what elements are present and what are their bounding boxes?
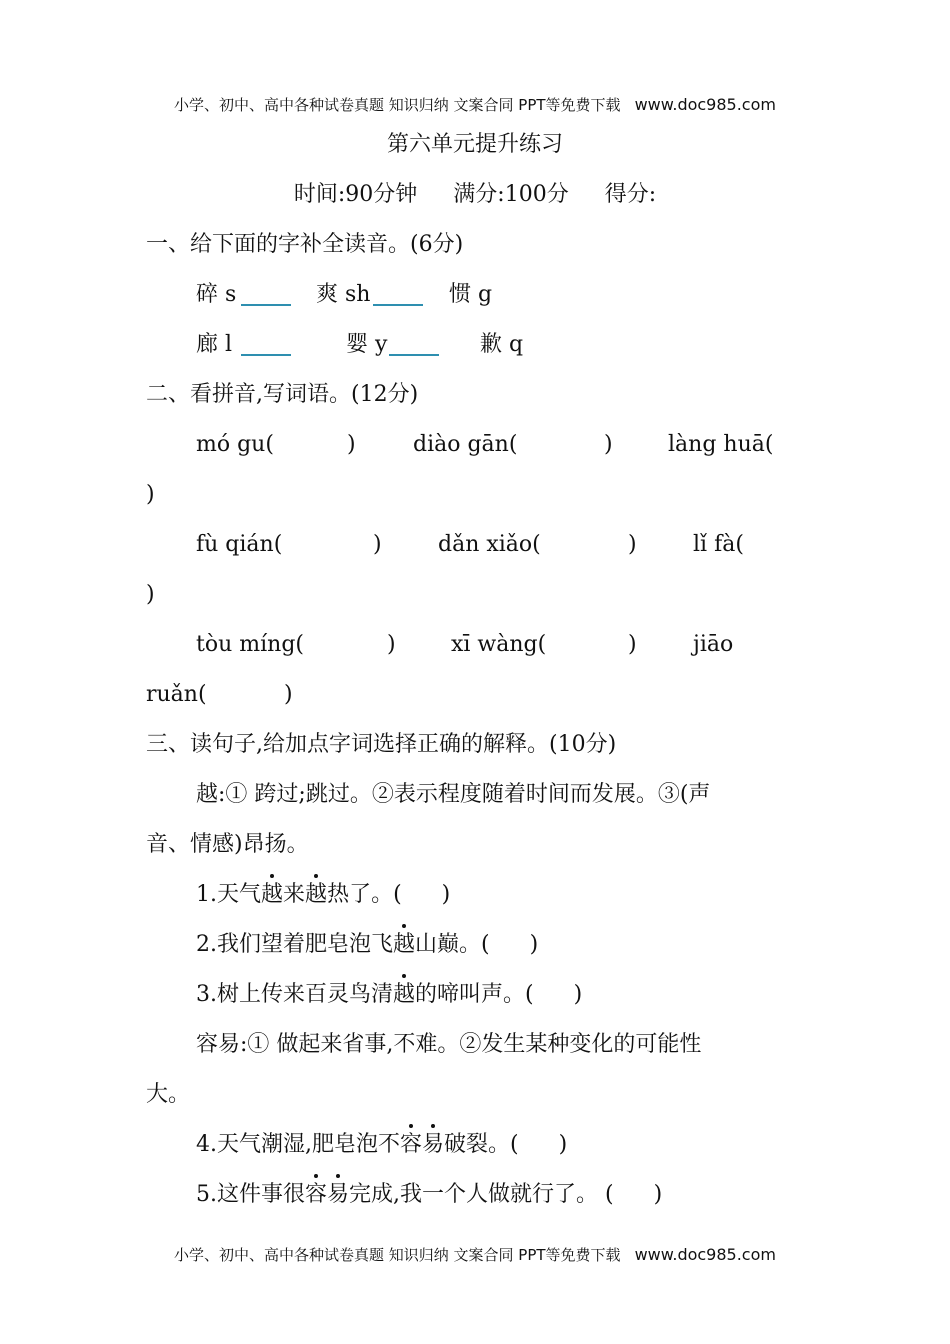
q1-item: 爽 sh xyxy=(316,282,371,307)
q2-heading: 二、看拼音,写词语。(12分) xyxy=(146,382,419,407)
dotted-char: 易 xyxy=(327,1180,349,1210)
sentence-1: 1.天气越来越热了。( ) xyxy=(196,880,950,910)
q1-item: 歉 q xyxy=(480,332,524,357)
q1-heading: 一、给下面的字补全读音。(6分) xyxy=(146,232,464,257)
close-paren: ) xyxy=(373,532,382,557)
dotted-char: 越 xyxy=(305,880,327,910)
sentence-4: 4.天气潮湿,肥皂泡不容易破裂。( ) xyxy=(196,1130,950,1160)
definition-yue-cont: 音、情感)昂扬。 xyxy=(146,832,309,857)
sentence-3: 3.树上传来百灵鸟清越的啼叫声。( ) xyxy=(196,980,950,1010)
dotted-char: 越 xyxy=(393,980,415,1010)
footer-text: 小学、初中、高中各种试卷真题 知识归纳 文案合同 PPT等免费下载 xyxy=(174,1246,621,1264)
q1-item: 碎 s xyxy=(196,282,237,307)
definition-rongyi: 容易:① 做起来省事,不难。②发生某种变化的可能性 xyxy=(196,1032,702,1057)
pinyin-item: lǐ fà( xyxy=(693,532,744,557)
pinyin-item: fù qián( xyxy=(196,532,283,557)
close-paren: ) xyxy=(284,682,293,707)
q1-item: 惯 g xyxy=(449,282,493,307)
page-header xyxy=(0,94,950,115)
dotted-char: 容 xyxy=(400,1130,422,1160)
pinyin-item: ruǎn( xyxy=(146,682,207,707)
sentence-2: 2.我们望着肥皂泡飞越山巅。( ) xyxy=(196,930,950,960)
page-title: 第六单元提升练习 xyxy=(386,132,563,157)
dotted-char: 越 xyxy=(261,880,283,910)
score-field: 得分: xyxy=(604,182,657,207)
header-text: 小学、初中、高中各种试卷真题 知识归纳 文案合同 PPT等免费下载 xyxy=(174,96,621,114)
close-paren: ) xyxy=(146,582,155,607)
pinyin-item: jiāo xyxy=(693,632,734,657)
exam-meta xyxy=(0,180,950,210)
footer-url: www.doc985.com xyxy=(634,1245,776,1264)
dotted-char: 容 xyxy=(305,1180,327,1210)
pinyin-item: dǎn xiǎo( xyxy=(438,532,541,557)
pinyin-item: mó gu( xyxy=(196,432,274,457)
close-paren: ) xyxy=(628,532,637,557)
answer-blank[interactable] xyxy=(373,284,423,306)
close-paren: ) xyxy=(387,632,396,657)
pinyin-item: xī wàng( xyxy=(451,632,547,657)
close-paren: ) xyxy=(628,632,637,657)
pinyin-item: diào gān( xyxy=(413,432,518,457)
answer-blank[interactable] xyxy=(241,284,291,306)
q1-item: 廊 l xyxy=(196,332,233,357)
sentence-5: 5.这件事很容易完成,我一个人做就行了。 ( ) xyxy=(196,1180,950,1210)
dotted-char: 易 xyxy=(422,1130,444,1160)
definition-yue: 越:① 跨过;跳过。②表示程度随着时间而发展。③(声 xyxy=(196,782,711,807)
close-paren: ) xyxy=(146,482,155,507)
q1-item: 婴 y xyxy=(346,332,388,357)
page-footer xyxy=(0,1244,950,1265)
dotted-char: 越 xyxy=(393,930,415,960)
header-url: www.doc985.com xyxy=(634,95,776,114)
q3-heading: 三、读句子,给加点字词选择正确的解释。(10分) xyxy=(146,732,617,757)
time-limit: 时间:90分钟 xyxy=(293,182,418,207)
pinyin-item: tòu míng( xyxy=(196,632,304,657)
close-paren: ) xyxy=(604,432,613,457)
full-score: 满分:100分 xyxy=(453,182,569,207)
answer-blank[interactable] xyxy=(241,334,291,356)
definition-rongyi-cont: 大。 xyxy=(146,1082,191,1107)
pinyin-item: làng huā( xyxy=(668,432,774,457)
close-paren: ) xyxy=(347,432,356,457)
answer-blank[interactable] xyxy=(389,334,439,356)
